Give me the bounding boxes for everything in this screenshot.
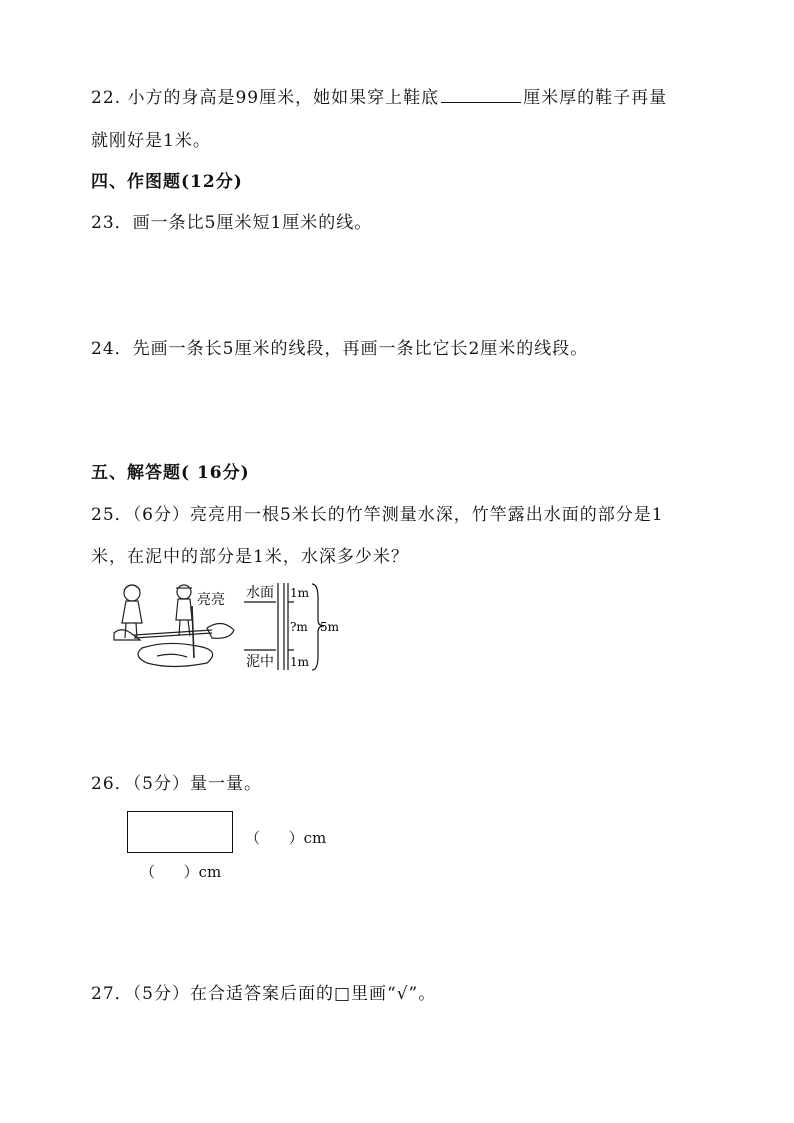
q22-text-b: 厘米厚的鞋子再量 [523, 88, 668, 108]
q26-text: 26．（5分）量一量。 [91, 774, 262, 794]
q22-line1 [91, 86, 667, 110]
boy-figure [176, 585, 194, 658]
mud-label: 泥中 [246, 654, 274, 670]
section4-heading: 四、作图题(12分) [91, 172, 243, 192]
q25-line1: 25．（6分）亮亮用一根5米长的竹竿测量水深，竹竿露出水面的部分是1 [91, 505, 664, 525]
measure-rectangle [127, 811, 233, 853]
name-label: 亮亮 [197, 592, 225, 608]
section5-heading: 五、解答题( 16分) [91, 463, 250, 483]
width-answer[interactable]: （ ）cm [245, 829, 327, 847]
bottom-length: 1m [290, 655, 310, 669]
top-length: 1m [290, 586, 310, 600]
q23-text: 23．画一条比5厘米短1厘米的线。 [91, 213, 373, 233]
q25-line2: 米，在泥中的部分是1米，水深多少米？ [91, 547, 409, 567]
q22-answer-blank[interactable] [441, 86, 521, 103]
q27-text: 27．（5分）在合适答案后面的□里画“√”。 [91, 984, 437, 1004]
water-label: 水面 [246, 585, 274, 601]
total-length: 5m [320, 620, 340, 634]
q22-text-a: 22. 小方的身高是99厘米，她如果穿上鞋底 [91, 88, 440, 108]
q22-line2: 就刚好是1米。 [91, 131, 211, 151]
q25-figure [112, 578, 340, 673]
q24-text: 24．先画一条长5厘米的线段，再画一条比它长2厘米的线段。 [91, 339, 589, 359]
length-answer[interactable]: （ ）cm [140, 863, 222, 881]
ground [114, 623, 234, 666]
middle-length: ?m [290, 620, 308, 634]
